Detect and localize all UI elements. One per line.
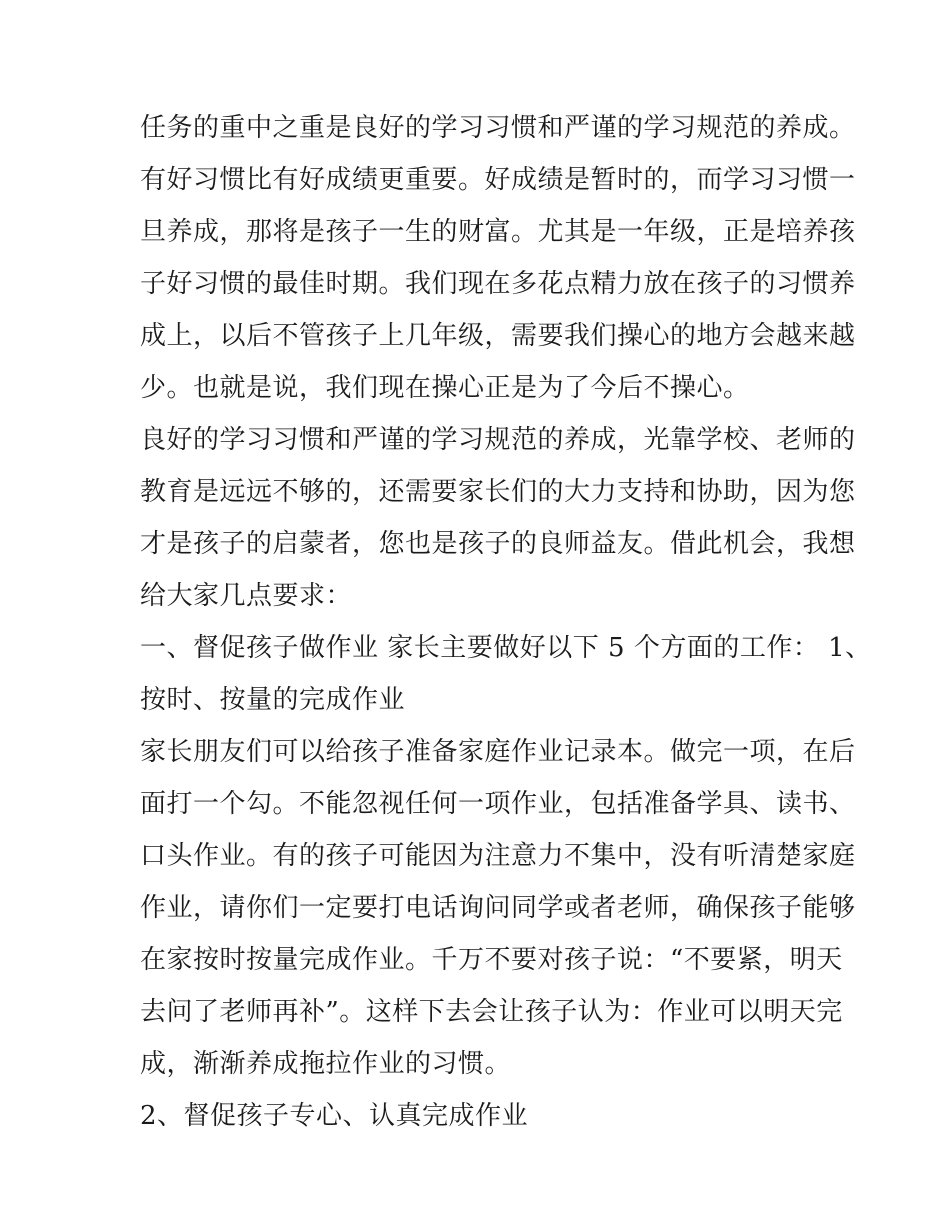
text-line: 2、督促孩子专心、认真完成作业 bbox=[140, 1101, 529, 1131]
text-line: 按时、按量的完成作业 bbox=[140, 685, 406, 715]
text-line: 教育是远远不够的，还需要家长们的大力支持和协助，因为您 bbox=[140, 477, 856, 507]
text-line: 旦养成，那将是孩子一生的财富。尤其是一年级，正是培养孩 bbox=[140, 217, 856, 247]
text-line: 面打一个勾。不能忽视任何一项作业，包括准备学具、读书、 bbox=[140, 789, 856, 819]
text-line: 少。也就是说，我们现在操心正是为了今后不操心。 bbox=[140, 373, 750, 403]
text-line: 口头作业。有的孩子可能因为注意力不集中，没有听清楚家庭 bbox=[140, 841, 856, 871]
text-line: 给大家几点要求： bbox=[140, 581, 353, 611]
text-line: 一、督促孩子做作业 家长主要做好以下 5 个方面的工作： 1、 bbox=[140, 633, 872, 663]
text-line: 成，渐渐养成拖拉作业的习惯。 bbox=[140, 1049, 512, 1079]
text-line: 家长朋友们可以给孩子准备家庭作业记录本。做完一项，在后 bbox=[140, 737, 856, 767]
text-line: 良好的学习习惯和严谨的学习规范的养成，光靠学校、老师的 bbox=[140, 425, 856, 455]
text-line: 子好习惯的最佳时期。我们现在多花点精力放在孩子的习惯养 bbox=[140, 269, 856, 299]
text-line: 任务的重中之重是良好的学习习惯和严谨的学习规范的养成。 bbox=[140, 113, 856, 143]
text-line: 在家按时按量完成作业。千万不要对孩子说：“不要紧，明天 bbox=[140, 945, 843, 975]
text-line: 作业，请你们一定要打电话询问同学或者老师，确保孩子能够 bbox=[140, 893, 856, 923]
text-line: 去问了老师再补”。这样下去会让孩子认为：作业可以明天完 bbox=[140, 997, 843, 1027]
text-line: 成上，以后不管孩子上几年级，需要我们操心的地方会越来越 bbox=[140, 321, 856, 351]
text-line: 才是孩子的启蒙者，您也是孩子的良师益友。借此机会，我想 bbox=[140, 529, 856, 559]
text-line: 有好习惯比有好成绩更重要。好成绩是暂时的，而学习习惯一 bbox=[140, 165, 856, 195]
